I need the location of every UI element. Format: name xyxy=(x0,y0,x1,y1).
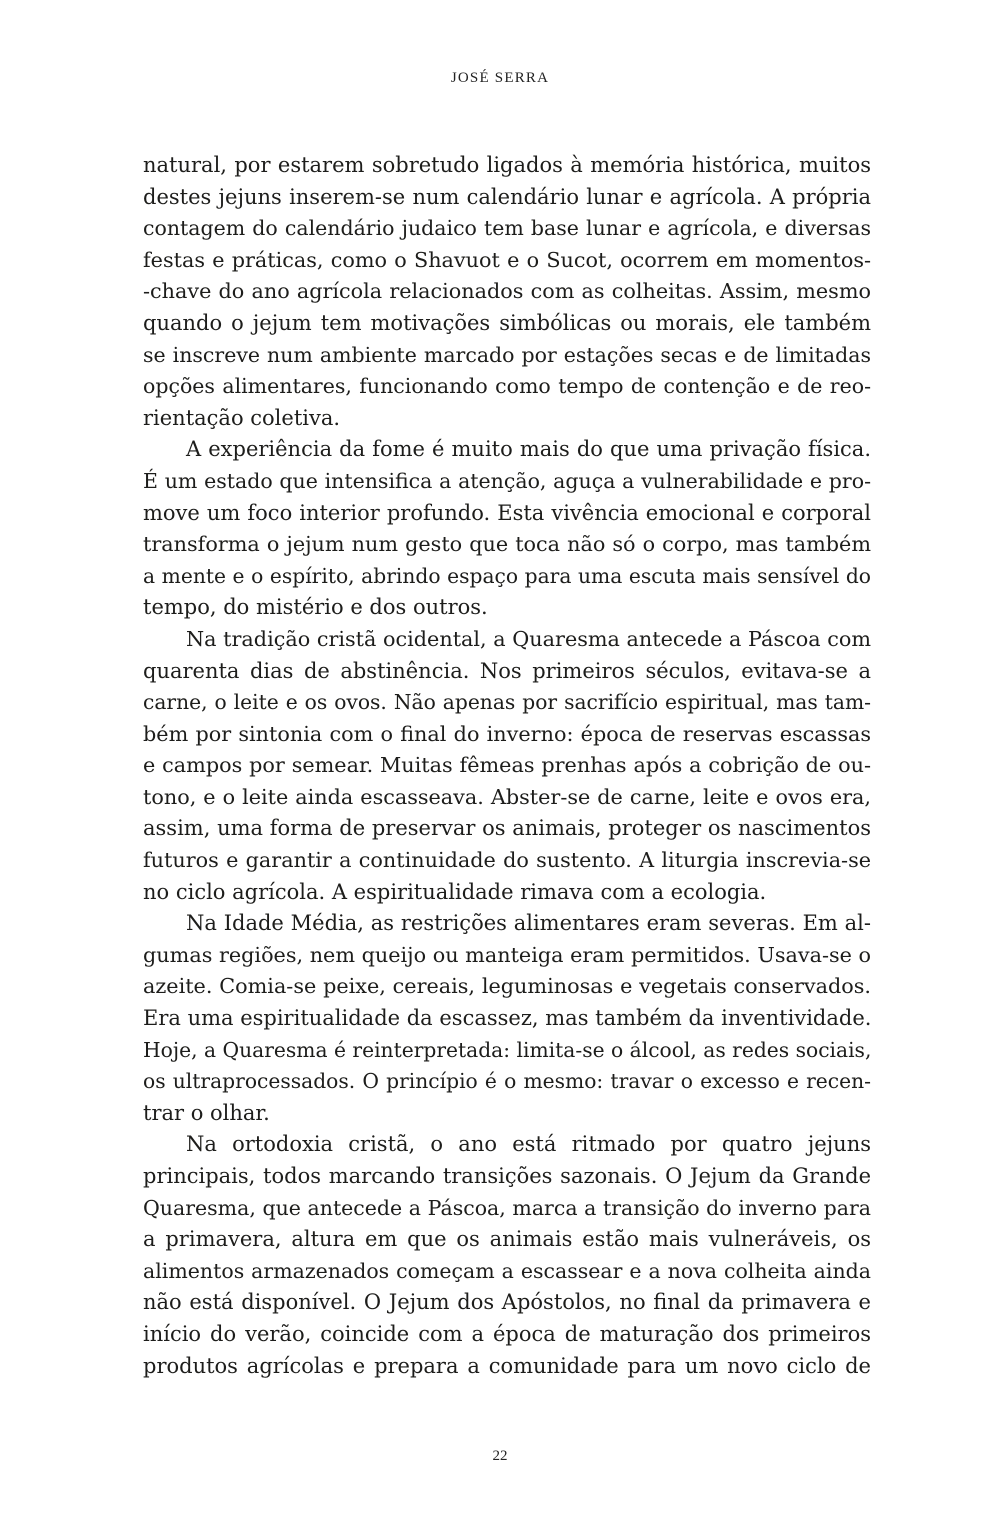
running-head: JOSÉ SERRA xyxy=(450,70,550,86)
text-line: Na Idade Média, as restrições alimentares eram severas. Em al- xyxy=(186,911,871,936)
body-text xyxy=(143,150,871,1382)
text-line: Na ortodoxia cristã, o ano está ritmado por quatro jejuns xyxy=(186,1132,871,1157)
text-line: Hoje, a Quaresma é reinterpretada: limita-se o álcool, as redes sociais, xyxy=(143,1037,872,1062)
paragraph xyxy=(143,434,871,624)
paragraph xyxy=(143,624,871,908)
text-line: tono, e o leite ainda escasseava. Abster-se de carne, leite e ovos era, xyxy=(143,784,871,809)
text-line: bém por sintonia com o final do inverno: época de reservas escassas xyxy=(143,721,871,746)
paragraph xyxy=(143,150,871,434)
text-line: opções alimentares, funcionando como tempo de contenção e de reo- xyxy=(143,374,871,399)
text-line: os ultraprocessados. O princípio é o mesmo: travar o excesso e recen- xyxy=(143,1069,871,1094)
page-number: 22 xyxy=(492,1448,508,1464)
text-line: início do verão, coincide com a época de maturação dos primeiros xyxy=(143,1321,871,1346)
paragraph xyxy=(143,1129,871,1382)
text-line: e campos por semear. Muitas fêmeas prenhas após a cobrição de ou- xyxy=(143,753,871,778)
text-line: natural, por estarem sobretudo ligados à memória histórica, muitos xyxy=(143,153,871,177)
text-line: futuros e garantir a continuidade do sustento. A liturgia inscrevia-se xyxy=(143,848,871,873)
text-line: assim, uma forma de preservar os animais, proteger os nascimentos xyxy=(143,816,871,841)
text-line: Na tradição cristã ocidental, a Quaresma antecede a Páscoa com xyxy=(186,626,871,651)
text-line: trar o olhar. xyxy=(143,1100,270,1125)
text-line: gumas regiões, nem queijo ou manteiga eram permitidos. Usava-se o xyxy=(143,942,871,967)
text-line: rientação coletiva. xyxy=(143,405,341,430)
text-line: transforma o jejum num gesto que toca não só o corpo, mas também xyxy=(143,532,871,557)
text-line: contagem do calendário judaico tem base lunar e agrícola, e diversas xyxy=(143,216,871,241)
text-line: a mente e o espírito, abrindo espaço para uma escuta mais sensível do xyxy=(143,563,871,588)
text-line: A experiência da fome é muito mais do que uma privação física. xyxy=(186,437,871,462)
text-line: Quaresma, que antecede a Páscoa, marca a transição do inverno para xyxy=(143,1195,871,1220)
text-line: tempo, do mistério e dos outros. xyxy=(143,595,488,620)
text-line: É um estado que intensifica a atenção, aguça a vulnerabilidade e pro- xyxy=(143,468,871,493)
paragraph xyxy=(143,908,871,1129)
text-line: -chave do ano agrícola relacionados com as colheitas. Assim, mesmo xyxy=(143,279,871,304)
text-line: festas e práticas, como o Shavuot e o Sucot, ocorrem em momentos- xyxy=(143,247,871,272)
text-line: carne, o leite e os ovos. Não apenas por sacrifício espiritual, mas tam- xyxy=(143,690,871,715)
text-line: não está disponível. O Jejum dos Apóstolos, no final da primavera e xyxy=(143,1290,871,1315)
text-line: Era uma espiritualidade da escassez, mas também da inventividade. xyxy=(143,1006,872,1031)
text-line: principais, todos marcando transições sazonais. O Jejum da Grande xyxy=(143,1164,871,1188)
text-line: azeite. Comia-se peixe, cereais, leguminosas e vegetais conservados. xyxy=(143,974,871,999)
text-line: move um foco interior profundo. Esta vivência emocional e corporal xyxy=(143,500,871,525)
text-line: destes jejuns inserem-se num calendário lunar e agrícola. A própria xyxy=(143,184,871,209)
text-line: produtos agrícolas e prepara a comunidade para um novo ciclo de xyxy=(143,1353,871,1378)
text-line: se inscreve num ambiente marcado por estações secas e de limitadas xyxy=(143,342,871,367)
text-line: no ciclo agrícola. A espiritualidade rimava com a ecologia. xyxy=(143,879,767,904)
text-line: quando o jejum tem motivações simbólicas ou morais, ele também xyxy=(143,310,871,335)
text-line: alimentos armazenados começam a escassear e a nova colheita ainda xyxy=(143,1258,871,1283)
text-line: a primavera, altura em que os animais estão mais vulneráveis, os xyxy=(143,1227,871,1252)
text-line: quarenta dias de abstinência. Nos primeiros séculos, evitava-se a xyxy=(143,658,871,683)
